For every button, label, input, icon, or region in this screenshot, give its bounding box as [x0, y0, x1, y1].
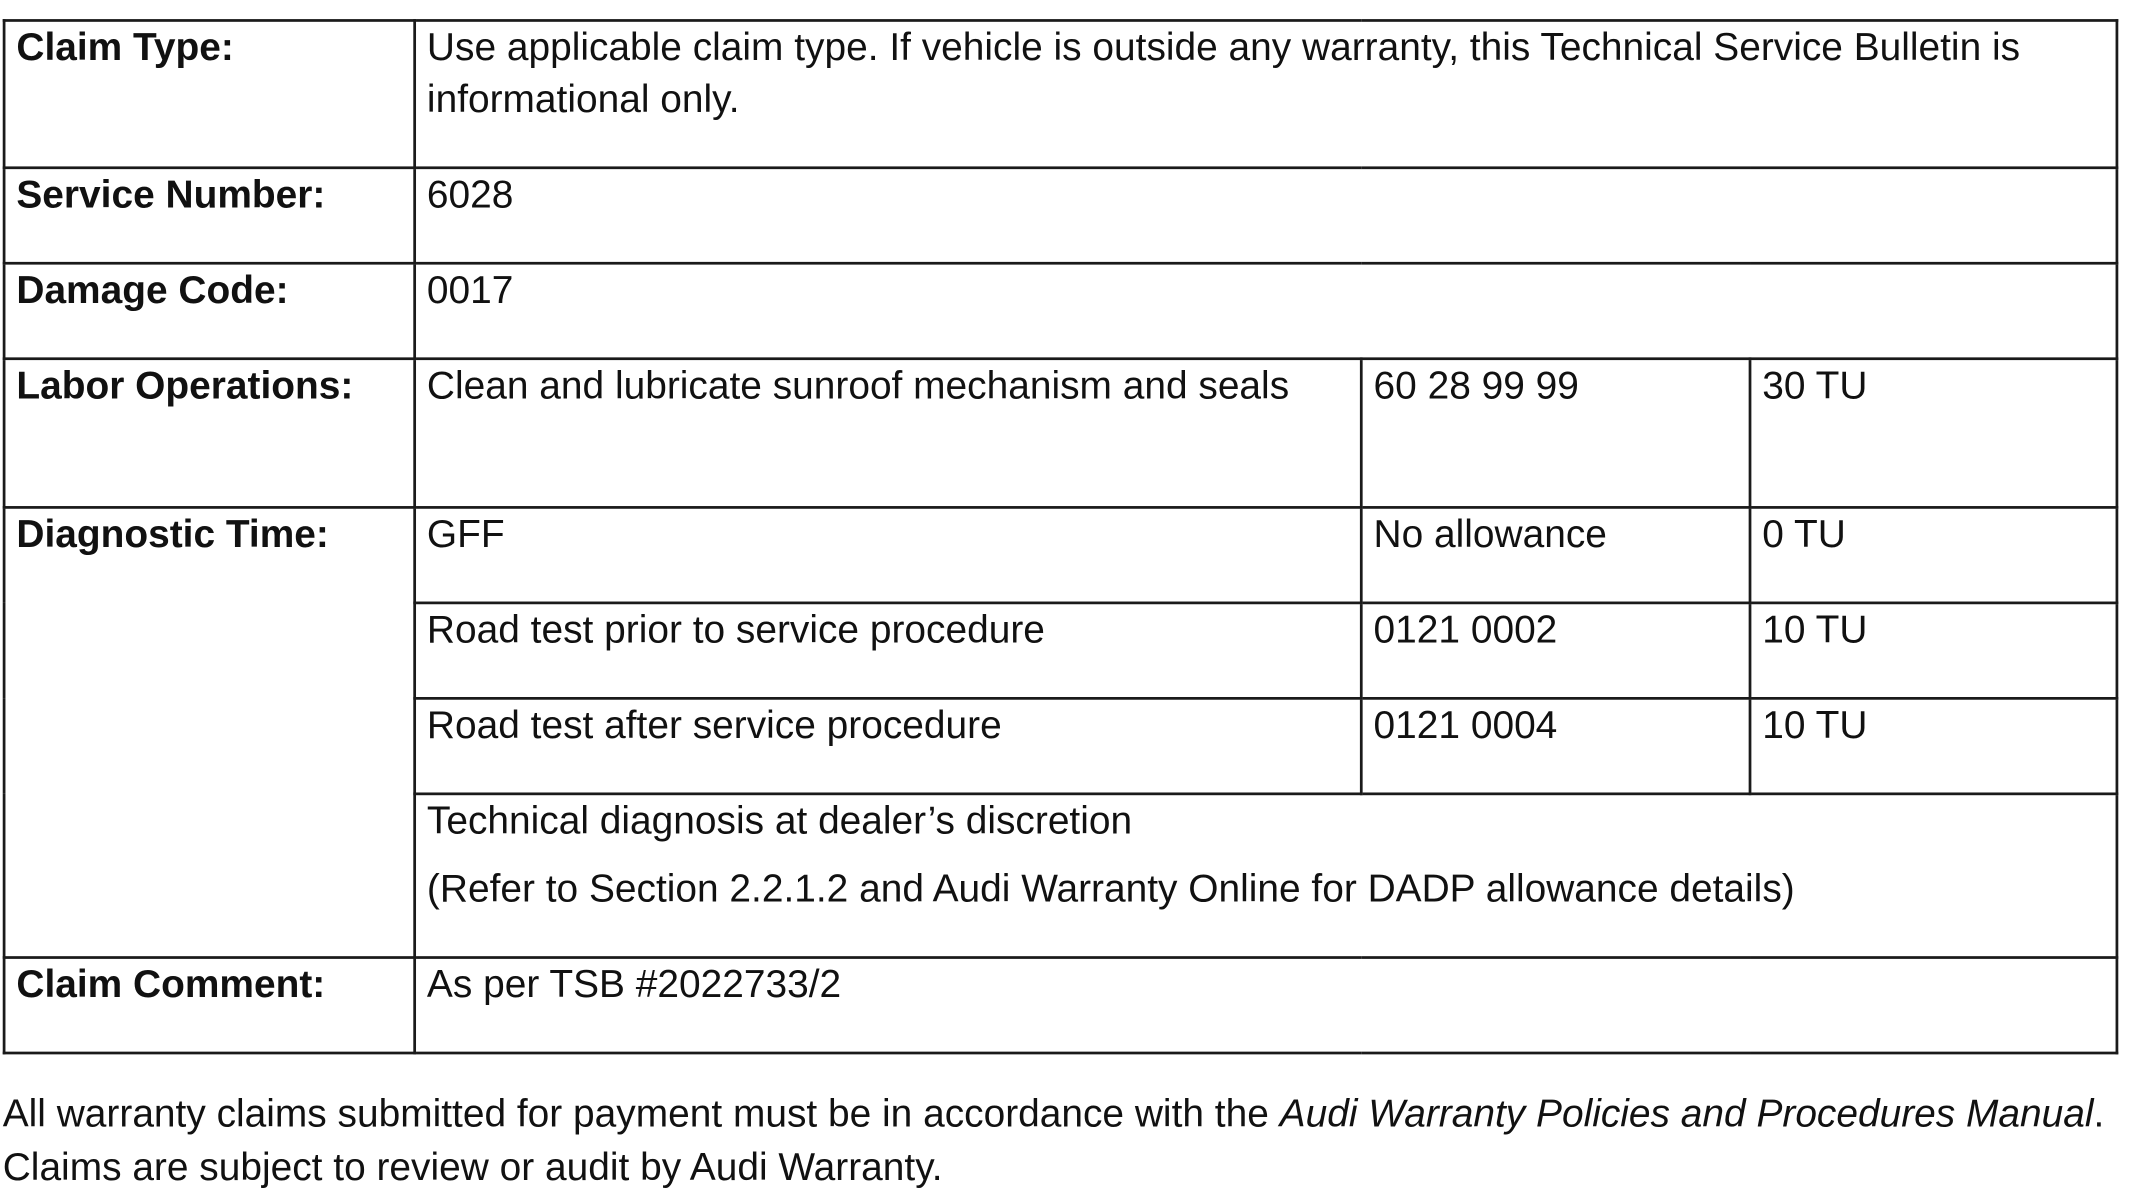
- labor-operation-time: 30 TU: [1750, 359, 2117, 508]
- claim-type-row: [4, 20, 2117, 167]
- labor-operation-code: 60 28 99 99: [1361, 359, 1750, 508]
- labor-operations-row: [4, 359, 2117, 508]
- diagnostic-time: 10 TU: [1750, 603, 2117, 698]
- diagnostic-description: GFF: [415, 507, 1362, 602]
- labor-operations-label: Labor Operations:: [4, 359, 415, 508]
- diagnostic-description: Road test after service procedure: [415, 698, 1362, 793]
- claim-type-value: Use applicable claim type. If vehicle is outside any warranty, this Technical Service Bulletin is informational only.: [415, 20, 2117, 167]
- warranty-claim-table: [3, 19, 2119, 1054]
- manual-title: Audi Warranty Policies and Procedures Manual: [1279, 1091, 2094, 1136]
- claim-comment-value: As per TSB #2022733/2: [415, 958, 2117, 1053]
- diagnostic-code: 0121 0002: [1361, 603, 1750, 698]
- footer-text-after: . Claims are subject to review or audit by Audi Warranty.: [2, 1091, 2105, 1189]
- service-number-row: [4, 168, 2117, 263]
- claim-type-label: Claim Type:: [4, 20, 415, 167]
- diagnostic-note-line-1: Technical diagnosis at dealer’s discretion: [426, 799, 1133, 843]
- claim-comment-label: Claim Comment:: [4, 958, 415, 1053]
- service-number-label: Service Number:: [4, 168, 415, 263]
- service-number-value: 6028: [415, 168, 2117, 263]
- diagnostic-note: [415, 794, 2117, 958]
- diagnostic-row: [4, 507, 2117, 602]
- diagnostic-description: Road test prior to service procedure: [415, 603, 1362, 698]
- diagnostic-note-line-2: (Refer to Section 2.2.1.2 and Audi Warranty Online for DADP allowance details): [426, 867, 1795, 912]
- damage-code-row: [4, 263, 2117, 358]
- labor-operation-description: Clean and lubricate sunroof mechanism and seals: [415, 359, 1362, 508]
- diagnostic-time: 0 TU: [1750, 507, 2117, 602]
- diagnostic-code: No allowance: [1361, 507, 1750, 602]
- footer-text-before: All warranty claims submitted for payment must be in accordance with the: [2, 1091, 1280, 1136]
- damage-code-value: 0017: [415, 263, 2117, 358]
- diagnostic-time: 10 TU: [1750, 698, 2117, 793]
- damage-code-label: Damage Code:: [4, 263, 415, 358]
- diagnostic-time-label: Diagnostic Time:: [4, 507, 415, 957]
- warranty-footer-note: [3, 1088, 2117, 1194]
- diagnostic-code: 0121 0004: [1361, 698, 1750, 793]
- claim-comment-row: [4, 958, 2117, 1053]
